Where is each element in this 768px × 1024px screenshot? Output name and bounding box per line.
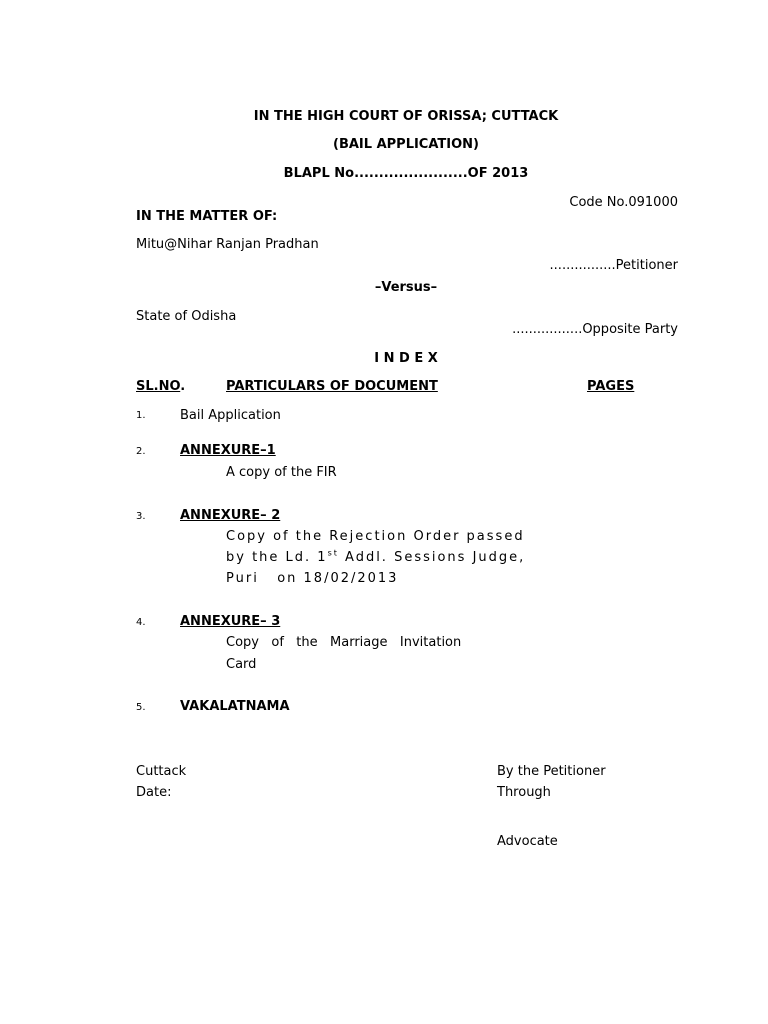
- application-type: (BAIL APPLICATION): [333, 137, 479, 152]
- item-number: 5.: [136, 702, 146, 713]
- column-header-sl-text: SL.NO: [136, 379, 181, 394]
- annexure-description: A copy of the FIR: [226, 465, 337, 480]
- matter-heading: IN THE MATTER OF:: [136, 209, 278, 224]
- index-title: I N D E X: [374, 351, 438, 366]
- opposite-role: .................Opposite Party: [512, 322, 678, 337]
- item-number: 3.: [136, 511, 146, 522]
- code-number: Code No.091000: [569, 195, 678, 210]
- annexure-description: Card: [226, 657, 257, 672]
- annexure-description: Copy of the Rejection Order passed: [226, 529, 525, 544]
- annexure-description-part: Addl. Sessions Judge,: [338, 550, 526, 565]
- versus-label: –Versus–: [374, 280, 438, 295]
- vakalatnama-title: VAKALATNAMA: [180, 699, 290, 714]
- petitioner-role: ................Petitioner: [549, 258, 678, 273]
- annexure-description: [226, 548, 526, 565]
- date-label: Date:: [136, 785, 172, 800]
- through-label: Through: [497, 785, 551, 800]
- column-header-sl-dot: .: [180, 379, 186, 394]
- ordinal-superscript: st: [327, 548, 339, 558]
- opposite-name: State of Odisha: [136, 309, 237, 324]
- annexure-title: ANNEXURE– 2: [180, 508, 281, 523]
- item-title: Bail Application: [180, 408, 281, 423]
- annexure-title: ANNEXURE– 3: [180, 614, 281, 629]
- column-header-particulars: PARTICULARS OF DOCUMENT: [226, 379, 438, 394]
- item-number: 2.: [136, 446, 146, 457]
- by-petitioner-label: By the Petitioner: [497, 764, 606, 779]
- court-title: IN THE HIGH COURT OF ORISSA; CUTTACK: [253, 109, 559, 124]
- item-number: 1.: [136, 410, 146, 421]
- place-label: Cuttack: [136, 764, 187, 779]
- annexure-description: Copy of the Marriage Invitation: [226, 635, 462, 650]
- annexure-title: ANNEXURE–1: [180, 443, 276, 458]
- column-header-pages: PAGES: [587, 379, 635, 394]
- petitioner-name: Mitu@Nihar Ranjan Pradhan: [136, 237, 319, 252]
- column-header-sl: [136, 380, 185, 393]
- item-number: 4.: [136, 617, 146, 628]
- advocate-label: Advocate: [497, 834, 558, 849]
- annexure-description: Puri on 18/02/2013: [226, 571, 399, 586]
- annexure-description-part: by the Ld. 1: [226, 550, 328, 565]
- case-number: BLAPL No.......................OF 2013: [283, 166, 529, 181]
